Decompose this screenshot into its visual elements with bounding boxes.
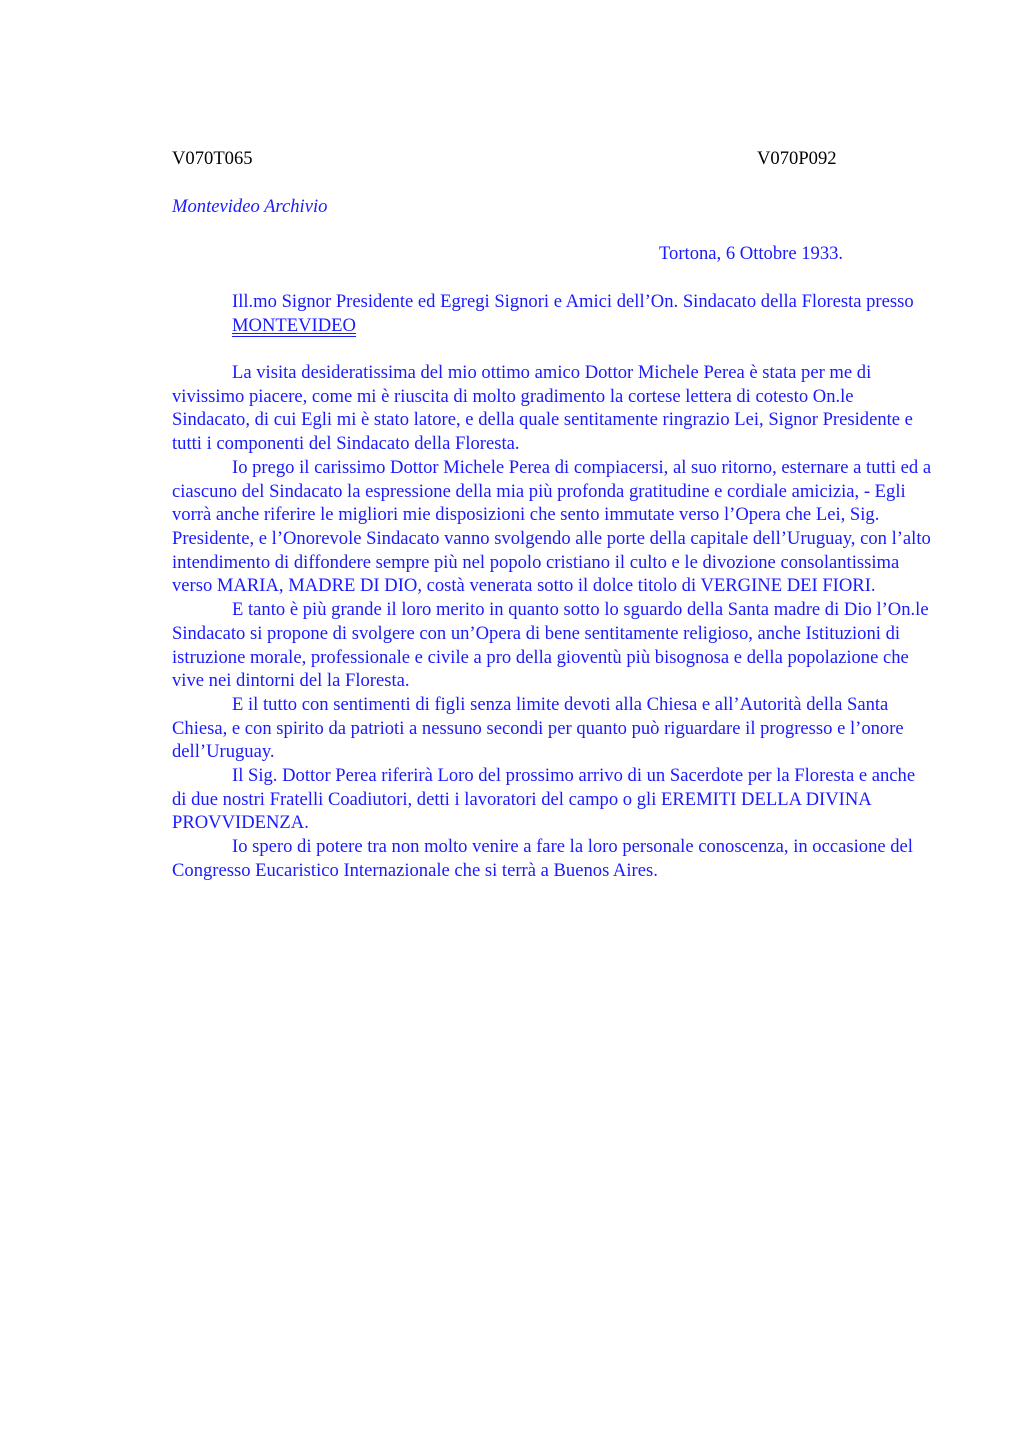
paragraph: E tanto è più grande il loro merito in quanto sotto lo sguardo della Santa madre di Dio l’On.le Sindacato si propone di svolgere con un’Opera di bene sentitamente religioso, anche Istituzioni di istruzione morale, professionale e civile a pro della gioventù più bisognosa e della popolazione che vive nei dintorni del la Floresta.: [172, 599, 929, 692]
letter-date: Tortona, 6 Ottobre 1933.: [659, 243, 844, 264]
paragraph: Il Sig. Dottor Perea riferirà Loro del prossimo arrivo di un Sacerdote per la Floresta e anche di due nostri Fratelli Coadiutori, detti i lavoratori del campo o gli EREMITI DELLA DIVINA PROVVIDENZA.: [172, 765, 916, 834]
archive-label: Montevideo Archivio: [172, 196, 328, 217]
letter-body: [172, 290, 932, 883]
recipient-salutation: Ill.mo Signor Presidente ed Egregi Signori e Amici dell’On. Sindacato della Floresta presso: [232, 291, 914, 312]
paragraph: La visita desideratissima del mio ottimo amico Dottor Michele Perea è stata per me di vivissimo piacere, come mi è riuscita di molto gradimento la cortese lettera di cotesto On.le Sindacato, di cui Egli mi è stato latore, e della quale sentitamente ringrazio Lei, Signor Presidente e tutti i componenti del Sindacato della Floresta.: [172, 362, 913, 455]
recipient-city: MONTEVIDEO: [232, 314, 356, 336]
paragraph: Io prego il carissimo Dottor Michele Perea di compiacersi, al suo ritorno, esternare a tutti ed a ciascuno del Sindacato la espressione della mia più profonda gratitudine e cordiale amicizia, - Egli vorrà anche riferire le migliori mie disposizioni che sento immutate verso l’Opera che Lei, Sig. Presidente, e l’Onorevole Sindacato vanno svolgendo alle porte della capitale dell’Uruguay, con l’alto intendimento di diffondere sempre più nel popolo cristiano il culto e le divozione consolantissima verso MARIA, MADRE DI DIO, costà venerata sotto il dolce titolo di VERGINE DEI FIORI.: [172, 456, 932, 597]
paragraph: Io spero di potere tra non molto venire a fare la loro personale conoscenza, in occasione del Congresso Eucaristico Internazionale che si terrà a Buenos Aires.: [172, 836, 913, 881]
spacer: [172, 337, 932, 361]
document-code-left: V070T065: [172, 148, 253, 169]
document-code-right: V070P092: [757, 148, 837, 169]
paragraph: E il tutto con sentimenti di figli senza limite devoti alla Chiesa e all’Autorità della Santa Chiesa, e con spirito da patrioti a nessuno secondi per quanto può riguardare il progresso e l’onore dell’Uruguay.: [172, 693, 904, 763]
